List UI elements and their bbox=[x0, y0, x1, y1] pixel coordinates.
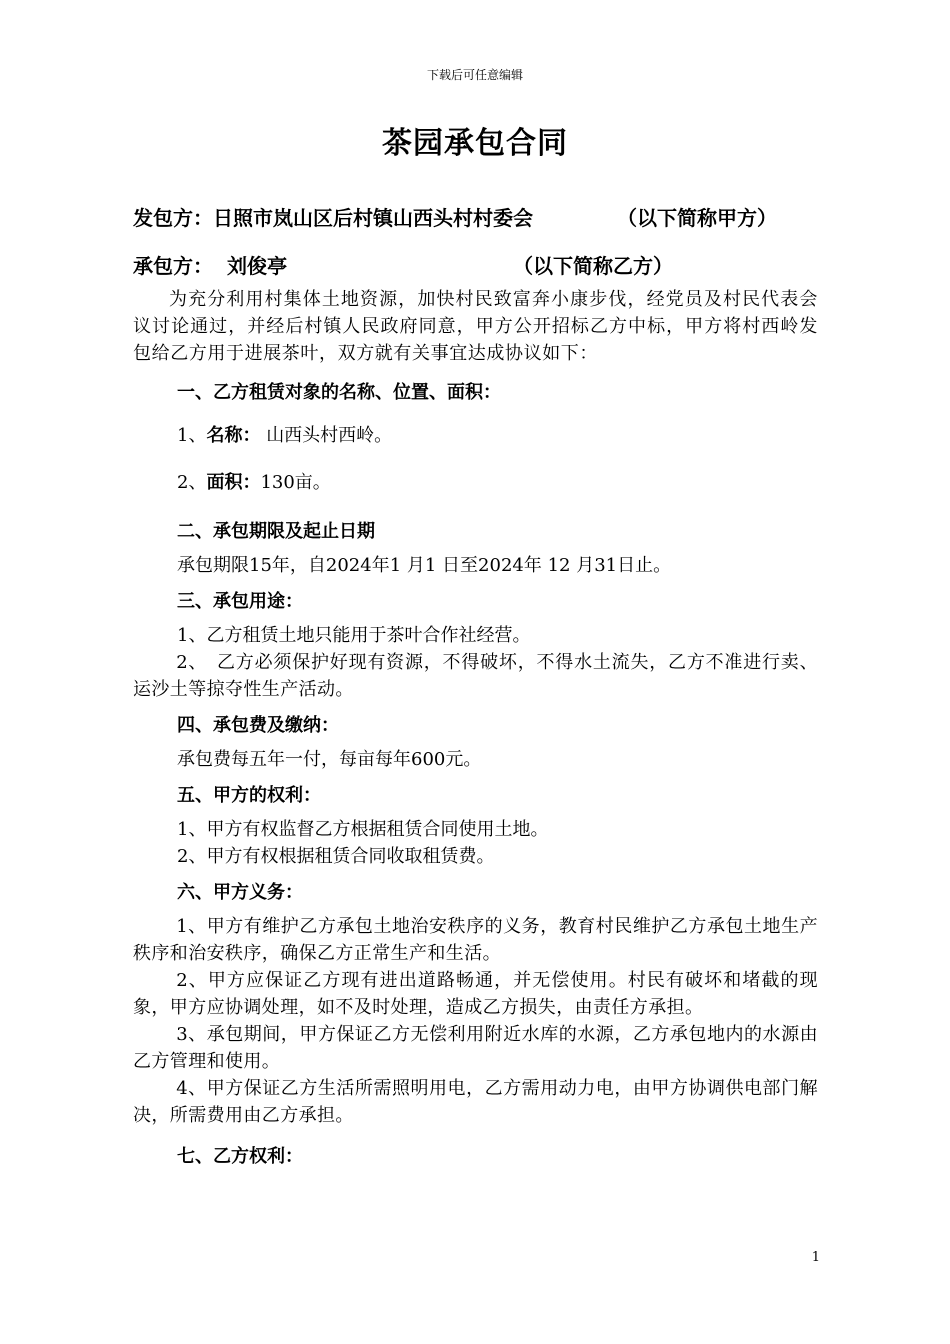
section-1-heading: 一、乙方租赁对象的名称、位置、面积： bbox=[177, 382, 501, 403]
section-3-para-1: 1、乙方租赁土地只能用于茶叶合作社经营。 bbox=[177, 625, 531, 646]
item-number: 2、 bbox=[177, 472, 207, 493]
header-note: 下载后可任意编辑 bbox=[426, 68, 523, 82]
section-7-heading: 七、乙方权利： bbox=[177, 1146, 303, 1167]
section-1-item-1 bbox=[133, 422, 818, 449]
document-title: 茶园承包合同 bbox=[382, 126, 568, 161]
party-b-name: 刘俊亭 bbox=[227, 254, 287, 278]
section-6-para-3: 3、承包期间，甲方保证乙方无偿利用附近水库的水源，乙方承包地内的水源由乙方管理和使用。 bbox=[133, 1024, 818, 1072]
section-2-heading: 二、承包期限及起止日期 bbox=[177, 521, 375, 542]
section-6-para-1: 1、甲方有维护乙方承包土地治安秩序的义务，教育村民维护乙方承包土地生产秩序和治安秩序，确保乙方正常生产和生活。 bbox=[133, 916, 818, 964]
party-a-abbr: （以下简称甲方） bbox=[617, 206, 777, 230]
section-1-item-2 bbox=[133, 469, 818, 496]
party-a-label: 发包方： bbox=[133, 206, 213, 230]
party-b-abbr: （以下简称乙方） bbox=[513, 254, 673, 278]
section-6-heading: 六、甲方义务： bbox=[177, 882, 303, 903]
item-label: 面积： bbox=[206, 472, 261, 493]
party-a-line bbox=[133, 202, 777, 231]
party-b-label: 承包方： bbox=[133, 254, 213, 278]
intro-paragraph: 为充分利用村集体土地资源，加快村民致富奔小康步伐，经党员及村民代表会议讨论通过，并经后村镇人民政府同意，甲方公开招标乙方中标，甲方将村西岭发包给乙方用于进展茶叶，双方就有关事宜达成协议如下： bbox=[133, 289, 818, 364]
section-3-heading: 三、承包用途： bbox=[177, 591, 303, 612]
section-6-para-4: 4、甲方保证乙方生活所需照明用电，乙方需用动力电，由甲方协调供电部门解决，所需费用由乙方承担。 bbox=[133, 1078, 818, 1126]
section-4-text: 承包费每五年一付，每亩每年600元。 bbox=[177, 749, 482, 770]
section-2-text: 承包期限15年，自2024年1 月1 日至2024年 12 月31日止。 bbox=[177, 555, 672, 576]
section-5-para-1: 1、甲方有权监督乙方根据租赁合同使用土地。 bbox=[177, 819, 549, 840]
section-5-para-2: 2、甲方有权根据租赁合同收取租赁费。 bbox=[177, 846, 495, 867]
page-number: 1 bbox=[811, 1250, 820, 1265]
item-number: 1、 bbox=[177, 425, 207, 446]
section-4-heading: 四、承包费及缴纳： bbox=[177, 715, 339, 736]
section-3-para-2: 2、 乙方必须保护好现有资源，不得破坏，不得水土流失，乙方不准进行卖、运沙土等掠夺性生产活动。 bbox=[133, 652, 818, 700]
contract-body bbox=[133, 286, 818, 1177]
section-6-para-2: 2、甲方应保证乙方现有进出道路畅通，并无偿使用。村民有破坏和堵截的现象，甲方应协调处理，如不及时处理，造成乙方损失，由责任方承担。 bbox=[133, 970, 818, 1018]
party-b-line bbox=[133, 250, 673, 279]
item-value: 山西头村西岭。 bbox=[266, 425, 393, 446]
item-value: 130亩。 bbox=[260, 472, 331, 493]
item-label: 名称： bbox=[206, 425, 261, 446]
party-a-name: 日照市岚山区后村镇山西头村村委会 bbox=[213, 206, 533, 230]
section-5-heading: 五、甲方的权利： bbox=[177, 785, 321, 806]
